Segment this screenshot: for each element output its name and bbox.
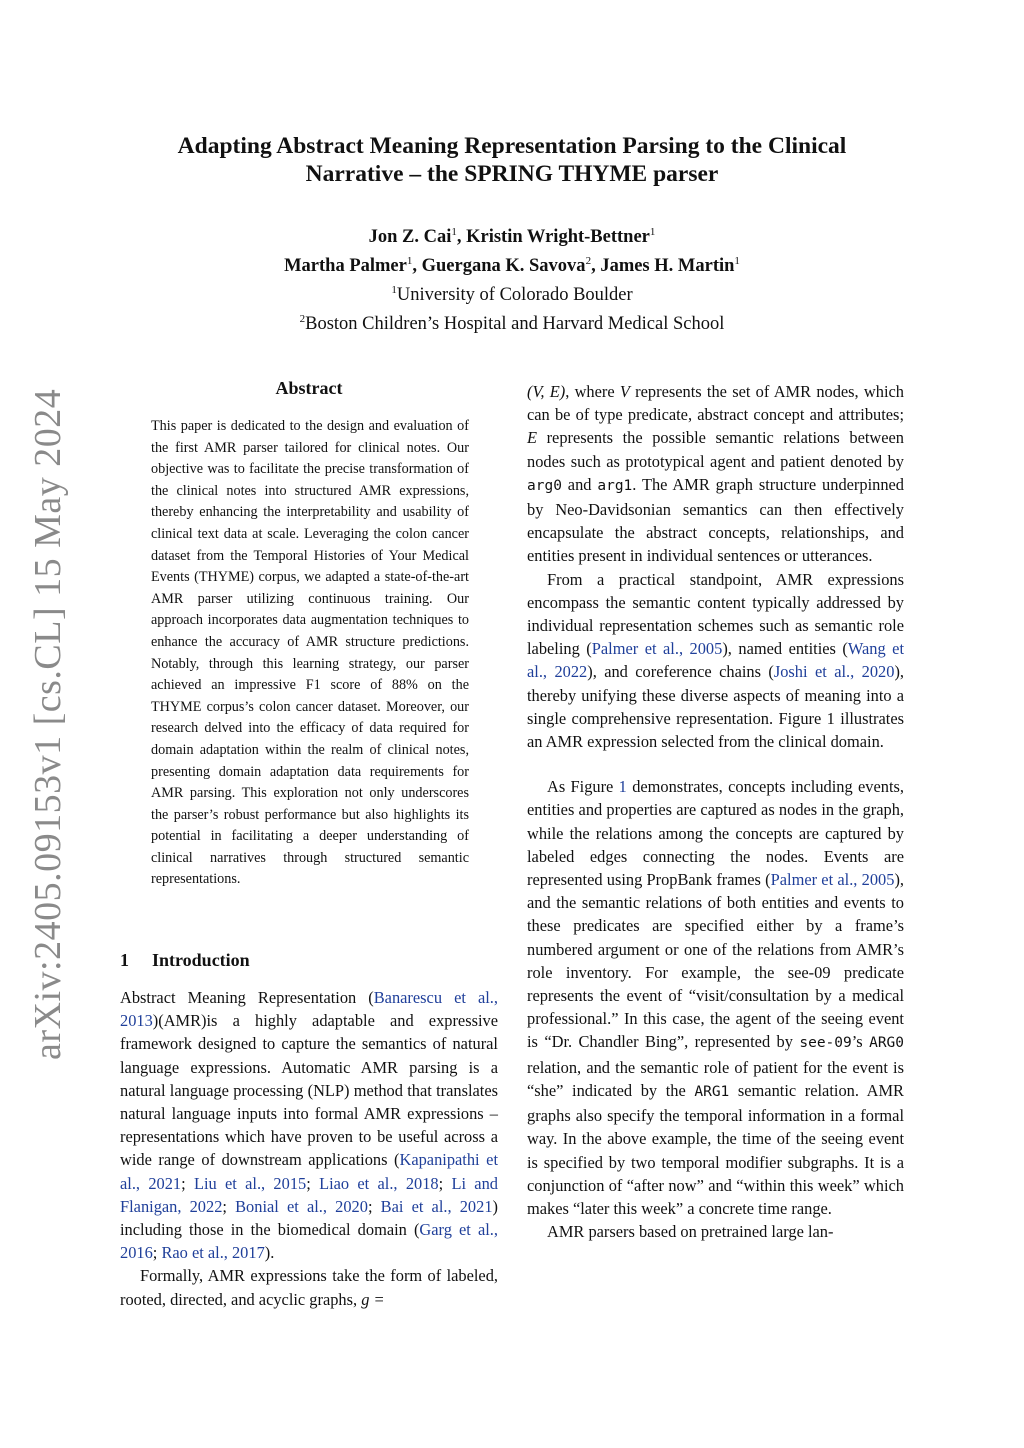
code-term: ARG1 — [694, 1083, 730, 1100]
code-term: arg1 — [597, 477, 633, 494]
math-inline: g = — [361, 1289, 385, 1309]
arxiv-side-stamp: arXiv:2405.09153v1 [cs.CL] 15 May 2024 — [27, 388, 69, 1060]
affiliation-2: $^2$Boston Children’s Hospital and Harvard Medical School — [299, 313, 725, 335]
code-term: see-09 — [799, 1035, 852, 1052]
author-name: Guergana K. Savova — [421, 256, 586, 277]
section-number: 1 — [120, 950, 129, 970]
author-name: Martha Palmer — [284, 256, 407, 277]
intro-paragraph-2: Formally, AMR expressions take the form of labeled, rooted, directed, and acyclic graphs, g = — [120, 1266, 498, 1309]
code-term: ARG0 — [869, 1035, 905, 1052]
paper-title — [120, 132, 904, 188]
citation-link[interactable]: Li and Flanigan, 2022 — [120, 1173, 498, 1216]
citation-link[interactable]: Garg et al., 2016 — [120, 1220, 498, 1263]
math-inline: (V, E) — [527, 382, 566, 401]
affiliation-mark: 1 — [649, 226, 656, 238]
affiliation-mark: 1 — [451, 226, 457, 238]
abstract-text: This paper is dedicated to the design and evaluation of the first AMR parser tailored for clinical notes. Our objective was to facilitate the precise transformation of the clinical notes into structured AMR expressions, thereby enhancing the interpretability and usability of clinical text data at scale. Leveraging the colon cancer dataset from the Temporal Histories of Your Medical Events (THYME) corpus, we adapted a state-of-the-art AMR parser utilizing continuous training. Our approach incorporates data augmentation techniques to enhance the accuracy of AMR structure predictions. Notably, through this learning strategy, our parser achieved an impressive F1 score of 88% on the THYME corpus’s colon cancer dataset. Moreover, our research delved into the efficacy of data required for domain adaptation within the realm of clinical notes, presenting domain adaptation data requirements for AMR parsing. This exploration not only underscores the parser’s robust performance but also highlights its potential in facilitating a deeper understanding of clinical narratives through structured semantic representations. — [151, 418, 469, 888]
citation-link[interactable]: Palmer et al., 2005 — [770, 870, 895, 890]
citation-link[interactable]: Palmer et al., 2005 — [591, 639, 723, 659]
author-name: Jon Z. Cai — [368, 227, 452, 248]
right-paragraph-3: As Figure 1 demonstrates, concepts including events, entities and properties are captured as nodes in the graph, while the relations among the concepts are captured by labeled edges connecting the nodes. Events are represented using PropBank frames (Palmer et al., 2005), and the semantic relations of both entities and events to these predicates are specified either by a frame’s numbered argument or one of the relations from AMR’s role inventory. For example, the see-09 predicate represents the event of “visit/consultation by a medical professional.” In this case, the agent of the seeing event is “Dr. Chandler Bing”, represented by see-09’s ARG0 relation, and the semantic role of patient for the event is “she” indicated by the ARG1 semantic relation. AMR graphs also specify the temporal information in a formal way. In the above example, the time of the seeing event is specified by two temporal modifier subgraphs. It is a conjunction of “after now” and “within this week” which makes “later this week” a concrete time range. — [527, 777, 905, 1218]
title-line-1: Adapting Abstract Meaning Representation Parsing to the Clinical — [177, 133, 847, 159]
affiliation-mark: 2 — [585, 255, 592, 268]
right-column — [527, 380, 904, 1243]
citation-link[interactable]: Liu et al., 2015 — [193, 1173, 307, 1193]
section-title: Introduction — [152, 950, 250, 970]
author-line-1: Jon Z. Cai$^1$, Kristin Wright-Bettner$^1$ — [368, 226, 656, 248]
intro-column — [120, 986, 498, 1311]
citation-link[interactable]: Wang et al., 2022 — [527, 639, 905, 682]
title-line-2: Narrative – the SPRING THYME parser — [305, 161, 719, 187]
affiliation-mark: 1 — [406, 255, 413, 268]
citation-link[interactable]: Banarescu et al., 2013 — [120, 988, 498, 1031]
section-heading — [120, 950, 250, 971]
author-line-2: Martha Palmer$^1$, Guergana K. Savova$^2$, James H. Martin$^1$ — [284, 255, 740, 277]
citation-link[interactable]: Rao et al., 2017 — [161, 1243, 265, 1263]
author-name: Kristin Wright-Bettner — [466, 227, 650, 248]
citation-link[interactable]: Bonial et al., 2020 — [235, 1196, 368, 1216]
intro-paragraph-1: Abstract Meaning Representation (Banarescu et al., 2013)(AMR)is a highly adaptable and expressive framework designed to capture the semantics of natural language expressions. Automatic AMR parsing is a natural language processing (NLP) method that translates natural language inputs into formal AMR expressions – representations which have proven to be useful across a wide range of downstream applications (Kapanipathi et al., 2021; Liu et al., 2015; Liao et al., 2018; Li and Flanigan, 2022; Bonial et al., 2020; Bai et al., 2021) including those in the biomedical domain (Garg et al., 2016; Rao et al., 2017). — [120, 988, 498, 1263]
affiliation-mark: 1 — [734, 255, 740, 268]
affiliation-1: $^1$University of Colorado Boulder — [391, 284, 633, 306]
citation-link[interactable]: Liao et al., 2018 — [319, 1173, 439, 1193]
code-term: arg0 — [527, 477, 562, 494]
author-name: James H. Martin — [600, 256, 735, 277]
author-block — [120, 220, 904, 337]
right-paragraph-4: AMR parsers based on pretrained large lan- — [547, 1222, 834, 1242]
citation-link[interactable]: Kapanipathi et al., 2021 — [120, 1150, 498, 1193]
abstract-heading: Abstract — [275, 378, 343, 398]
citation-link[interactable]: Bai et al., 2021 — [380, 1196, 493, 1216]
right-paragraph-2: From a practical standpoint, AMR expressions encompass the semantic content typically addressed by individual representation schemes such as semantic role labeling (Palmer et al., 2005), named entities (Wang et al., 2022), and coreference chains (Joshi et al., 2020), thereby unifying these diverse aspects of meaning into a single comprehensive representation. Figure 1 illustrates an AMR expression selected from the clinical domain. — [527, 569, 905, 752]
figure-link[interactable]: 1 — [618, 777, 627, 797]
citation-link[interactable]: Joshi et al., 2020 — [773, 662, 895, 682]
right-paragraph-1: (V, E), where V represents the set of AMR nodes, which can be of type predicate, abstract concept and attributes; E represents the possible semantic relations between nodes such as prototypical agent and patient denoted by arg0 and arg1. The AMR graph structure underpinned by Neo-Davidsonian semantics can then effectively encapsulate the abstract concepts, relationships, and entities present in individual sentences or utterances. — [527, 382, 904, 566]
